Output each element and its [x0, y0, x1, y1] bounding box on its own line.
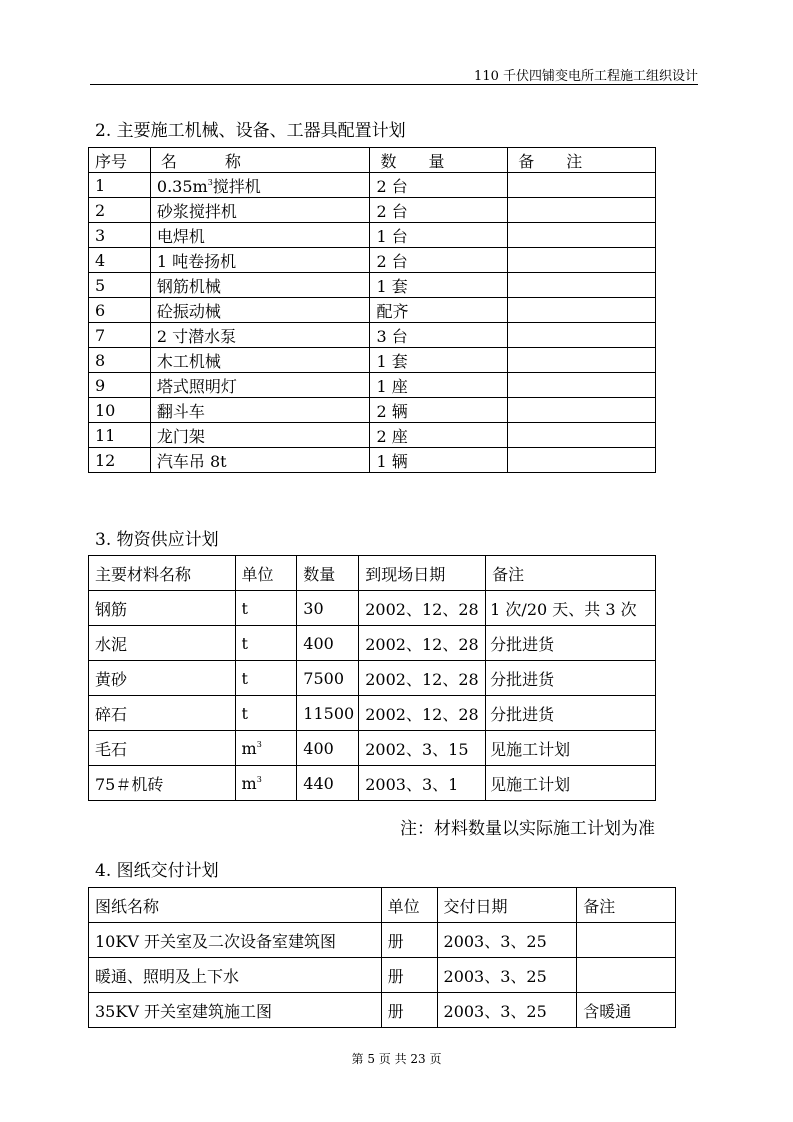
- table-row: [89, 323, 656, 348]
- drawings-table: [88, 887, 676, 1028]
- drawing-note: [577, 958, 676, 993]
- equipment-note: [508, 323, 656, 348]
- table-header-row: [89, 148, 656, 173]
- equipment-note: [508, 223, 656, 248]
- drawing-name: 10KV 开关室及二次设备室建筑图: [89, 923, 382, 958]
- material-name: 碎石: [89, 696, 236, 731]
- row-number: 1: [89, 173, 151, 198]
- material-note: 分批进货: [486, 626, 656, 661]
- material-quantity: 7500: [297, 661, 359, 696]
- equipment-quantity: 1 辆: [370, 448, 508, 473]
- table-row: [89, 626, 656, 661]
- header-cell: 备注: [486, 556, 656, 591]
- material-unit-superscript: 3: [256, 739, 262, 749]
- equipment-name: 翻斗车: [150, 398, 370, 423]
- equipment-name: 木工机械: [150, 348, 370, 373]
- material-quantity: 400: [297, 731, 359, 766]
- drawing-unit: 册: [381, 923, 437, 958]
- material-note: 见施工计划: [486, 766, 656, 801]
- row-number: 4: [89, 248, 151, 273]
- table-row: [89, 173, 656, 198]
- equipment-quantity: 1 台: [370, 223, 508, 248]
- equipment-name-text-suffix: 搅拌机: [212, 176, 261, 196]
- table-row: [89, 696, 656, 731]
- table-row: [89, 731, 656, 766]
- equipment-quantity: 2 台: [370, 198, 508, 223]
- material-note: 分批进货: [486, 696, 656, 731]
- header-title: 110 千伏四铺变电所工程施工组织设计: [474, 69, 698, 84]
- table-row: [89, 958, 676, 993]
- material-name: 75＃机砖: [89, 766, 236, 801]
- section4-title: 4. 图纸交付计划: [95, 861, 219, 881]
- material-quantity: 11500: [297, 696, 359, 731]
- drawing-note: [577, 923, 676, 958]
- drawing-date: 2003、3、25: [437, 993, 577, 1028]
- equipment-name-text: 0.35m: [156, 176, 208, 196]
- row-number: 7: [89, 323, 151, 348]
- drawing-name: 35KV 开关室建筑施工图: [89, 993, 382, 1028]
- table-row: [89, 298, 656, 323]
- equipment-note: [508, 298, 656, 323]
- equipment-name: 2 寸潜水泵: [150, 323, 370, 348]
- table-row: [89, 198, 656, 223]
- header-cell: 备注: [577, 888, 676, 923]
- page-header: [90, 62, 698, 85]
- equipment-note: [508, 398, 656, 423]
- table-row: [89, 661, 656, 696]
- equipment-quantity: 2 辆: [370, 398, 508, 423]
- equipment-name: 1 吨卷扬机: [150, 248, 370, 273]
- material-name: 钢筋: [89, 591, 236, 626]
- equipment-note: [508, 373, 656, 398]
- equipment-table: [88, 147, 656, 473]
- equipment-quantity: 1 套: [370, 273, 508, 298]
- material-unit: t: [235, 661, 297, 696]
- header-cell: 序号: [89, 148, 151, 173]
- header-cell: 交付日期: [437, 888, 577, 923]
- row-number: 10: [89, 398, 151, 423]
- row-number: 3: [89, 223, 151, 248]
- material-date: 2002、12、28: [359, 591, 486, 626]
- equipment-quantity: 配齐: [370, 298, 508, 323]
- table-row: [89, 273, 656, 298]
- table-row: [89, 448, 656, 473]
- row-number: 5: [89, 273, 151, 298]
- table-row: [89, 248, 656, 273]
- header-cell: 数 量: [370, 148, 508, 173]
- table-header-row: [89, 556, 656, 591]
- header-cell: 到现场日期: [359, 556, 486, 591]
- row-number: 6: [89, 298, 151, 323]
- header-cell: 名 称: [150, 148, 370, 173]
- material-unit-text: m: [241, 773, 257, 793]
- equipment-quantity: 2 台: [370, 248, 508, 273]
- table-row: [89, 223, 656, 248]
- equipment-name: 电焊机: [150, 223, 370, 248]
- table-row: [89, 423, 656, 448]
- material-date: 2002、12、28: [359, 661, 486, 696]
- material-unit: [235, 766, 297, 801]
- table-row: [89, 398, 656, 423]
- equipment-note: [508, 173, 656, 198]
- equipment-quantity: 2 座: [370, 423, 508, 448]
- table-row: [89, 373, 656, 398]
- material-quantity: 30: [297, 591, 359, 626]
- material-unit: t: [235, 591, 297, 626]
- materials-table: [88, 555, 656, 801]
- material-name: 黄砂: [89, 661, 236, 696]
- material-name: 毛石: [89, 731, 236, 766]
- table-row: [89, 591, 656, 626]
- drawing-note: 含暖通: [577, 993, 676, 1028]
- header-cell: 主要材料名称: [89, 556, 236, 591]
- row-number: 9: [89, 373, 151, 398]
- equipment-name: 砼振动械: [150, 298, 370, 323]
- drawing-date: 2003、3、25: [437, 923, 577, 958]
- table-header-row: [89, 888, 676, 923]
- material-note: 分批进货: [486, 661, 656, 696]
- drawing-name: 暖通、照明及上下水: [89, 958, 382, 993]
- table-row: [89, 993, 676, 1028]
- row-number: 2: [89, 198, 151, 223]
- table-row: [89, 766, 656, 801]
- material-unit-superscript: 3: [256, 774, 262, 784]
- row-number: 12: [89, 448, 151, 473]
- material-unit: t: [235, 626, 297, 661]
- equipment-name: 龙门架: [150, 423, 370, 448]
- material-note: 1 次/20 天、共 3 次: [486, 591, 656, 626]
- equipment-note: [508, 423, 656, 448]
- material-date: 2002、12、28: [359, 626, 486, 661]
- material-unit: [235, 731, 297, 766]
- section2-title: 2. 主要施工机械、设备、工器具配置计划: [95, 121, 406, 141]
- materials-note: 注：材料数量以实际施工计划为准: [400, 819, 655, 839]
- table-row: [89, 348, 656, 373]
- header-cell: 备 注: [508, 148, 656, 173]
- equipment-note: [508, 448, 656, 473]
- equipment-name: 塔式照明灯: [150, 373, 370, 398]
- row-number: 11: [89, 423, 151, 448]
- drawing-date: 2003、3、25: [437, 958, 577, 993]
- material-quantity: 400: [297, 626, 359, 661]
- header-cell: 数量: [297, 556, 359, 591]
- equipment-quantity: 3 台: [370, 323, 508, 348]
- material-date: 2003、3、1: [359, 766, 486, 801]
- equipment-quantity: 2 台: [370, 173, 508, 198]
- equipment-note: [508, 248, 656, 273]
- header-cell: 单位: [235, 556, 297, 591]
- header-cell: 图纸名称: [89, 888, 382, 923]
- equipment-quantity: 1 套: [370, 348, 508, 373]
- equipment-quantity: 1 座: [370, 373, 508, 398]
- equipment-name: 汽车吊 8t: [150, 448, 370, 473]
- material-date: 2002、12、28: [359, 696, 486, 731]
- material-date: 2002、3、15: [359, 731, 486, 766]
- section3-title: 3. 物资供应计划: [95, 530, 219, 550]
- equipment-name: 砂浆搅拌机: [150, 198, 370, 223]
- material-unit: t: [235, 696, 297, 731]
- material-unit-text: m: [241, 738, 257, 758]
- equipment-note: [508, 348, 656, 373]
- equipment-name-superscript: 3: [207, 177, 213, 187]
- material-note: 见施工计划: [486, 731, 656, 766]
- material-quantity: 440: [297, 766, 359, 801]
- table-row: [89, 923, 676, 958]
- drawing-unit: 册: [381, 958, 437, 993]
- material-name: 水泥: [89, 626, 236, 661]
- equipment-name: 钢筋机械: [150, 273, 370, 298]
- page-footer: 第 5 页 共 23 页: [351, 1052, 442, 1066]
- row-number: 8: [89, 348, 151, 373]
- header-cell: 单位: [381, 888, 437, 923]
- equipment-note: [508, 198, 656, 223]
- drawing-unit: 册: [381, 993, 437, 1028]
- equipment-name: [150, 173, 370, 198]
- equipment-note: [508, 273, 656, 298]
